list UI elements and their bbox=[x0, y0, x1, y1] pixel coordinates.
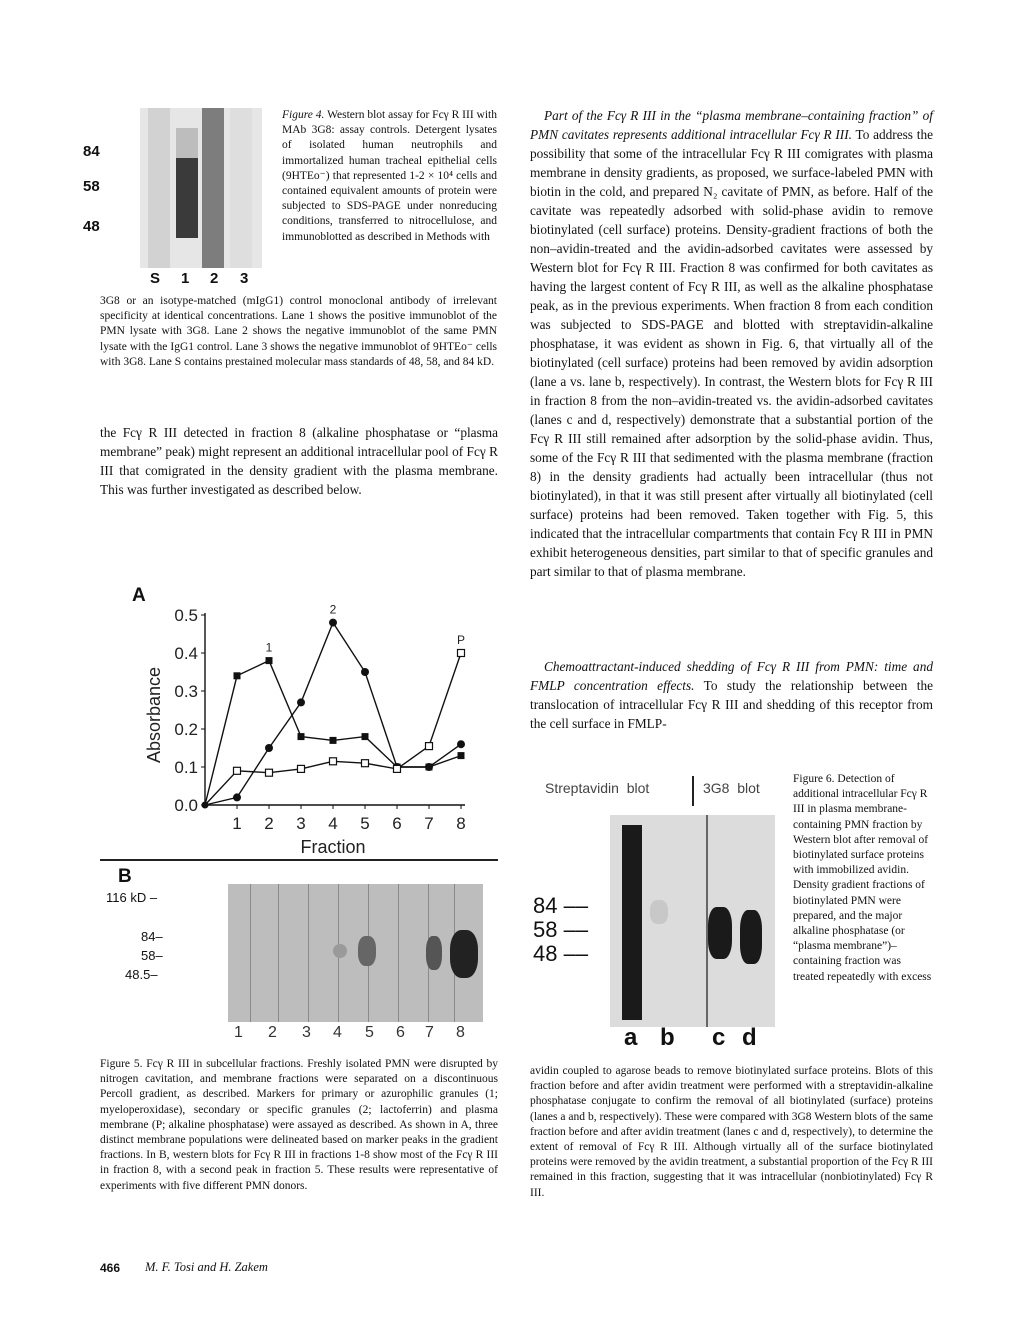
fig4-lane-label-1: 1 bbox=[181, 270, 190, 287]
x-tick-label: 3 bbox=[296, 814, 306, 833]
para1-body: To address the possibility that some of the intracellular Fcγ R III comigrates with plasma membrane in density gradients, as proposed, we surface-labeled PMN with biotin in the cold, and prepared N₂ cavitate of PMN, as before. Half of the cavitate was repeatedly adsorbed with solid-phase avidin to remove biotinylated (cell surface) proteins. Density-gradient fractions of both the non–avidin-treated and the avidin-adsorbed cavitates were assessed by Western blot for Fcγ R III. Fraction 8 was confirmed for both cavitates as having the largest content of Fcγ R III, as well as the alkaline phosphatase peak, as in the previous experiments. When fraction 8 from each condition was subjected to SDS-PAGE and blotted with streptavidin-alkaline phosphatase, it was evident as shown in Fig. 6, that virtually all of the biotinylated (cell surface) proteins had been removed by avidin adsorption (lane a vs. lane b, respectively). In contrast, the Western blots for Fcγ R III in fraction 8 from the non–avidin-treated vs. the avidin-adsorbed cavitates (lanes c and d, respectively) demonstrate that a substantial portion of the Fcγ R III still remained after adsorption by the solid-phase avidin. Thus, some of the Fcγ R III that sedimented with the plasma membrane (fraction 8) in the density gradients had actually been intracellular (thus not biotinylated), in that it was still present after virtually all biotinylated (cell surface) proteins had been removed. Taken together with Fig. 5, this indicated that the intracellular compartments that contain Fcγ R III in PMN exhibit heterogeneous densities, part similar to that of specific granules and part similar to that of plasma membrane. bbox=[530, 127, 933, 579]
series-label-2: 2 bbox=[329, 602, 337, 617]
series-point-2 bbox=[233, 793, 241, 801]
fig4-blot-image bbox=[140, 108, 262, 268]
fig4-marker-58: 58 bbox=[83, 178, 100, 195]
series-point-2 bbox=[361, 668, 369, 676]
fig5-panel-divider bbox=[100, 859, 498, 861]
para2-heading: Chemoattractant-induced shedding of Fcγ R III from PMN: time and FMLP concentration effects. bbox=[530, 659, 933, 693]
series-point-2 bbox=[457, 740, 465, 748]
series-point-1 bbox=[234, 672, 241, 679]
y-axis-label: Absorbance bbox=[144, 666, 164, 764]
fig4-caption-continued: 3G8 or an isotype-matched (mIgG1) control monoclonal antibody of irrelevant specificity at identical concentrations. Lane 1 shows the positive immunoblot of the PMN lysate with 3G8. Lane 2 shows the negative immunoblot of the same PMN lysate with the IgG1 control. Lane 3 shows the negative immunoblot of 9HTEo⁻ cells with 3G8. Lane S contains prestained molecular mass standards of 48, 58, and 84 kD. bbox=[100, 295, 497, 368]
fig5b-marker-58: 58– bbox=[141, 948, 163, 963]
fig6-lane-a: a bbox=[624, 1024, 638, 1051]
fig5b-lane-6: 6 bbox=[396, 1024, 405, 1041]
series-line-P bbox=[205, 653, 461, 805]
y-tick-label: 0.5 bbox=[174, 606, 198, 625]
series-point-1 bbox=[266, 657, 273, 664]
series-point-2 bbox=[425, 763, 433, 771]
fig5b-marker-48-5: 48.5– bbox=[125, 967, 158, 982]
fig4-caption-body: Western blot assay for Fcγ R III with MAb 3G8: assay controls. Detergent lysates of isolated human neutrophils and immortalized human tracheal epithelial cells (9HTEo⁻) that represented 1-2 × 10⁴ cells and contained equivalent amounts of protein were subjected to SDS-PAGE under nonreducing conditions, transferred to nitrocellulose, and immunoblotted as described in Methods with bbox=[282, 109, 497, 243]
fig4-marker-84: 84 bbox=[83, 143, 100, 160]
fig5-caption: Figure 5. Fcγ R III in subcellular fractions. Freshly isolated PMN were disrupted by nitrogen cavitation, and membrane fractions were separated on a discontinuous Percoll gradient, as described. Markers for primary or azurophilic granules (1; myeloperoxidase), secondary or specific granules (2; lactoferrin) and plasma membrane (P; alkaline phosphatase) were assayed as described. As shown in A, three distinct membrane populations were delineated based on marker peaks in the gradient fractions. In B, western blots for Fcγ R III in fractions 1-8 show most of the Fcγ R III in fraction 8, with a second peak in fraction 5. These results were representative of experiments with five different PMN donors. bbox=[100, 1058, 498, 1192]
series-point-P bbox=[298, 765, 305, 772]
series-point-1 bbox=[298, 733, 305, 740]
fig5b-marker-116: 116 kD – bbox=[106, 890, 158, 905]
fig6-lane-b: b bbox=[660, 1024, 675, 1051]
series-point-P bbox=[394, 765, 401, 772]
right-column-text bbox=[530, 106, 933, 581]
fig6-lane-d: d bbox=[742, 1024, 757, 1051]
y-tick-label: 0.0 bbox=[174, 796, 198, 815]
fig5b-lane-7: 7 bbox=[425, 1024, 434, 1041]
fig6-caption: Figure 6. Detection of additional intracellular Fcγ R III in plasma membrane-containing PMN fraction by Western blot after removal of biotinylated surface proteins with immobilized avidin. Density gradient fractions of biotinylated PMN were prepared, and the major alkaline phosphatase (or “plasma membrane”)–containing fraction was treated repeatedly with excess bbox=[793, 773, 932, 983]
y-tick-label: 0.1 bbox=[174, 758, 198, 777]
fig5b-lane-3: 3 bbox=[302, 1024, 311, 1041]
y-tick-label: 0.3 bbox=[174, 682, 198, 701]
x-tick-label: 7 bbox=[424, 814, 434, 833]
series-point-2 bbox=[297, 698, 305, 706]
fig6-streptavidin-label: Streptavidin blot bbox=[545, 780, 650, 796]
fig4-marker-48: 48 bbox=[83, 218, 100, 235]
x-tick-label: 6 bbox=[392, 814, 402, 833]
fig4-caption-lead: Figure 4. bbox=[282, 109, 325, 121]
series-point-2 bbox=[265, 744, 273, 752]
series-point-1 bbox=[362, 733, 369, 740]
fig6-blot-image bbox=[610, 815, 775, 1027]
series-point-P bbox=[458, 650, 465, 657]
fig6-caption-continued: avidin coupled to agarose beads to remove biotinylated surface proteins. Blots of this fraction before and after avidin treatment were performed with a streptavidin-alkaline phosphatase conjugate to confirm the removal of all biotinylated (surface) proteins (lanes a and b, respectively). These were compared with 3G8 Western blots of the same fraction before and after avidin treatment (lanes c and d, respectively), to determine the extent of removal of Fcγ R III. Although virtually all of the surface biotinylated proteins were removed by the avidin treatment, a substantial proportion of the Fcγ R III remained in this fraction, suggesting that it was intracellular (nonbiotinylated) Fcγ R III. bbox=[530, 1065, 933, 1199]
fig5b-lane-2: 2 bbox=[268, 1024, 277, 1041]
fig4-lane-label-s: S bbox=[150, 270, 161, 287]
fig5a-chart bbox=[140, 595, 500, 860]
x-tick-label: 1 bbox=[232, 814, 242, 833]
series-point-1 bbox=[330, 737, 337, 744]
fig6-marker-84: 84 –– bbox=[533, 893, 589, 918]
x-tick-label: 5 bbox=[360, 814, 370, 833]
series-point-1 bbox=[458, 752, 465, 759]
series-point-P bbox=[362, 760, 369, 767]
fig5b-marker-84: 84– bbox=[141, 929, 163, 944]
series-label-P: P bbox=[456, 633, 466, 647]
fig6-lane-c: c bbox=[712, 1024, 726, 1051]
fig5b-lane-labels bbox=[228, 1024, 483, 1044]
fig5b-lane-1: 1 bbox=[234, 1024, 243, 1041]
fig4-lane-label-3: 3 bbox=[240, 270, 249, 287]
page-number: 466 bbox=[100, 1261, 121, 1275]
fig6-marker-48: 48 –– bbox=[533, 941, 589, 966]
fig4-lane-label-2: 2 bbox=[210, 270, 219, 287]
series-line-1 bbox=[205, 661, 461, 805]
x-tick-label: 8 bbox=[456, 814, 466, 833]
y-tick-label: 0.2 bbox=[174, 720, 198, 739]
series-point-P bbox=[266, 769, 273, 776]
x-tick-label: 4 bbox=[328, 814, 338, 833]
y-tick-label: 0.4 bbox=[174, 644, 198, 663]
series-point-P bbox=[330, 758, 337, 765]
fig5-panel-a-label: A bbox=[132, 585, 146, 606]
series-line-2 bbox=[205, 623, 461, 805]
fig4-caption bbox=[282, 108, 497, 245]
right-column-text-2 bbox=[530, 657, 933, 733]
fig6-3g8-label: 3G8 blot bbox=[703, 780, 760, 796]
para1-heading: Part of the Fcγ R III in the “plasma membrane–containing fraction” of PMN cavitates represents additional intracellular Fcγ R III. bbox=[530, 108, 933, 142]
fig5b-lane-4: 4 bbox=[333, 1024, 342, 1041]
fig6-label-divider bbox=[692, 776, 694, 806]
para2-body: To study the relationship between the translocation of intracellular Fcγ R III and shedding of this receptor from the cell surface in FMLP- bbox=[530, 678, 933, 731]
fig6-marker-58: 58 –– bbox=[533, 917, 589, 942]
x-axis-label: Fraction bbox=[300, 837, 366, 857]
fig5b-lane-5: 5 bbox=[365, 1024, 374, 1041]
series-point-P bbox=[426, 743, 433, 750]
running-footer-authors: M. F. Tosi and H. Zakem bbox=[145, 1260, 268, 1274]
fig5-panel-b-label: B bbox=[118, 866, 132, 887]
series-point-2 bbox=[329, 619, 337, 627]
left-body-paragraph: the Fcγ R III detected in fraction 8 (alkaline phosphatase or “plasma membrane” peak) might represent an additional intracellular pool of Fcγ R III that comigrated in the density gradient with the plasma membrane. This was further investigated as described below. bbox=[100, 425, 498, 497]
origin-point bbox=[202, 802, 209, 809]
x-tick-label: 2 bbox=[264, 814, 274, 833]
series-point-P bbox=[234, 767, 241, 774]
series-label-1: 1 bbox=[265, 640, 273, 655]
fig5b-blot-image bbox=[228, 884, 483, 1022]
fig5b-lane-8: 8 bbox=[456, 1024, 465, 1041]
